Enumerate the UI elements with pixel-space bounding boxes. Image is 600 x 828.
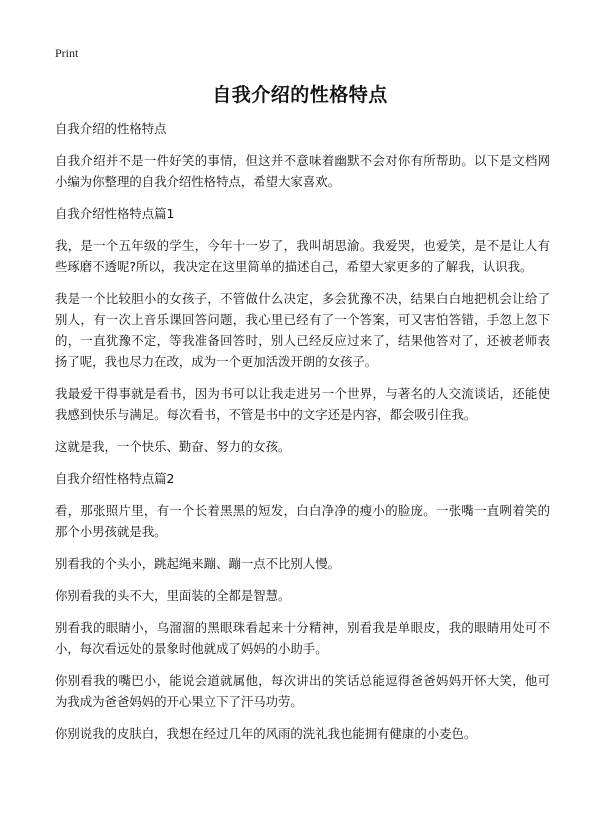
- document-body: [55, 118, 550, 755]
- section-heading-part1: 自我介绍性格特点篇1: [55, 206, 175, 221]
- paragraph: 你别看我的头不大，里面装的全都是智慧。: [55, 588, 291, 603]
- paragraph: 别看我的个头小，跳起绳来蹦、蹦一点不比别人慢。: [55, 556, 340, 571]
- paragraph: 你别看我的嘴巴小，能说会道就属他，每次讲出的笑话总能逗得爸爸妈妈开怀大笑，他可为我成为爸爸妈妈的开心果立下了汗马功劳。: [55, 673, 550, 709]
- paragraph: 我，是一个五年级的学生，今年十一岁了，我叫胡思渝。我爱哭，也爱笑，是不是让人有些琢磨不透呢?所以，我决定在这里简单的描述自己，希望大家更多的了解我，认识我。: [55, 238, 550, 274]
- print-label: Print: [55, 46, 79, 60]
- paragraph: 这就是我，一个快乐、勤奋、努力的女孩。: [55, 439, 291, 454]
- paragraph-intro: 自我介绍并不是一件好笑的事情，但这并不意味着幽默不会对你有所帮助。以下是文档网小编为你整理的自我介绍性格特点，希望大家喜欢。: [55, 153, 550, 189]
- paragraph: 别看我的眼睛小，乌溜溜的黑眼珠看起来十分精神，别看我是单眼皮，我的眼睛用处可不小，每次看远处的景象时他就成了妈妈的小助手。: [55, 620, 550, 656]
- paragraph: 你别说我的皮肤白，我想在经过几年的风雨的洗礼我也能拥有健康的小麦色。: [55, 726, 477, 741]
- paragraph: 看，那张照片里，有一个长着黑黑的短发，白白净净的瘦小的脸庞。一张嘴一直咧着笑的那个小男孩就是我。: [55, 503, 550, 539]
- paragraph: 我是一个比较胆小的女孩子，不管做什么决定，多会犹豫不决，结果白白地把机会让给了别人，有一次上音乐课回答问题，我心里已经有了一个答案，可又害怕答错，手忽上忽下的，一直犹豫不定，等我准备回答时，别人已经反应过来了，结果他答对了，还被老师表扬了呢，我也尽力在改，成为一个更加活泼开朗的女孩子。: [55, 291, 550, 369]
- section-heading-intro: 自我介绍的性格特点: [55, 121, 167, 136]
- paragraph: 我最爱干得事就是看书，因为书可以让我走进另一个世界，与著名的人交流谈话，还能使我感到快乐与满足。每次看书，不管是书中的文字还是内容，都会吸引住我。: [55, 386, 550, 422]
- section-heading-part2: 自我介绍性格特点篇2: [55, 471, 175, 486]
- document-title: 自我介绍的性格特点: [212, 84, 388, 106]
